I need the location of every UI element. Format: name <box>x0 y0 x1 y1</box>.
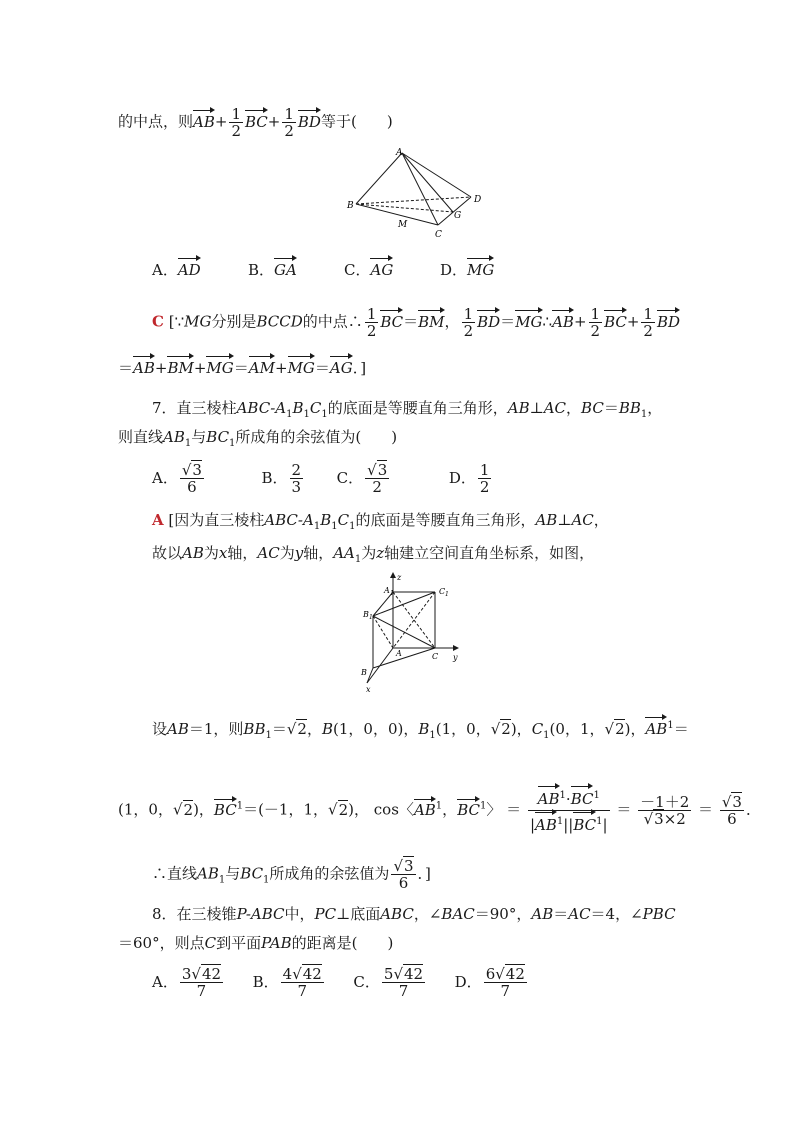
q7-option-d: D． $\frac{1}{2}$ <box>448 461 490 496</box>
fig2-label-c: C <box>432 652 439 661</box>
fig1-label-g: G <box>454 211 462 221</box>
answer-letter: C <box>152 312 164 331</box>
fig1-label-m: M <box>398 220 408 230</box>
q7-option-a: A． $\frac{√3}{6}$ <box>152 461 202 496</box>
q7-answer-line2: 故以AB为x轴，AC为y轴，$AA_1$为z轴建立空间直角坐标系，如图， <box>152 544 595 565</box>
svg-text:1: 1 <box>445 591 449 598</box>
fig1-label-c: C <box>435 230 442 240</box>
q8-options <box>152 966 529 999</box>
fig2-label-a: A <box>396 649 402 658</box>
fig2-label-x: x <box>366 685 371 694</box>
q6-answer-line2: ＝AB+BM+MG＝AM+MG＝AG．] <box>118 356 366 378</box>
fig1-label-a: A <box>396 148 403 158</box>
answer-letter: A <box>152 511 164 529</box>
q7-calc-line1: 设AB＝1，则$BB_1=√2$，B(1，0，0)，$B_1(1$，0，√2)，$C_1(0$，1，√2)，$AB^1=$ <box>152 716 689 746</box>
svg-text:1: 1 <box>390 590 394 597</box>
q7-calc-line2: (1，0，√2)，$BC^1=(-1$，1，√2)， cos〈$AB^1$，$BC^1$〉 ＝ $\frac{AB^1\cdot BC^1}{|AB^1||BC^1|}$ ＝ $\frac{-1+2}{√3\times 2}$ ＝ $\frac{√3}{6}$ ． <box>118 785 761 836</box>
fig2-label-a1: A <box>384 586 390 595</box>
q7-conclusion: ∴直线$AB_1$与$BC_1$所成角的余弦值为 $\frac{√3}{6}$ ．] <box>152 857 431 892</box>
q7-options <box>152 462 493 495</box>
fig2-label-c1: C <box>439 587 446 596</box>
q6-stem-tail: 的中点，则AB+ $\frac{1}{2}$ BC+ $\frac{1}{2}$ BD等于( ) <box>118 105 393 140</box>
q7-answer-line1: A [因为直三棱柱ABC-$A_1B_1C_1$的底面是等腰直角三角形，AB⊥AC， <box>152 511 609 532</box>
q8-stem-line1: 8．在三棱锥P-ABC中，PC⊥底面ABC，∠BAC＝90°，AB＝AC＝4，∠PBC <box>152 905 676 923</box>
fig2-label-b1: B <box>363 610 369 619</box>
q7-option-c: C． $\frac{√3}{2}$ <box>336 461 388 496</box>
fig1-label-b: B <box>347 201 354 211</box>
fig2-label-y: y <box>453 653 458 662</box>
q7-stem-line2: 则直线$AB_1$与$BC_1$所成角的余弦值为( ) <box>118 428 398 449</box>
q7-option-b: B． $\frac{2}{3}$ <box>261 461 302 496</box>
q6-answer-line1: C [∵MG分别是BCCD的中点∴ $\frac{1}{2}$ BC＝BM， $\frac{1}{2}$ BD＝MG∴AB+ $\frac{1}{2}$ BC+ $\frac{1}{2}$ BD <box>152 305 681 340</box>
q8-stem-line2: ＝60°，则点C到平面PAB的距离是( ) <box>118 934 394 952</box>
tetrahedron-figure <box>340 145 485 240</box>
fig2-label-b: B <box>361 668 367 677</box>
fig2-label-z: z <box>397 573 402 582</box>
q6-option-d: D．MG <box>440 258 494 280</box>
q8-option-d: D． $\frac{6√42}{7}$ <box>454 965 525 1000</box>
q8-option-b: B． $\frac{4√42}{7}$ <box>252 965 322 1000</box>
fig1-label-d: D <box>474 195 482 205</box>
vector-ab: AB <box>193 110 215 132</box>
q8-option-c: C． $\frac{5√42}{7}$ <box>353 965 424 1000</box>
q8-option-a: A． $\frac{3√42}{7}$ <box>152 965 222 1000</box>
prism-coordinate-figure <box>355 568 470 696</box>
q6-option-b: B．GA <box>248 258 297 280</box>
q7-stem-line1: 7．直三棱柱ABC-$A_1B_1C_1$的底面是等腰直角三角形，AB⊥AC，$BC=BB_1$， <box>152 399 663 420</box>
cos-fraction: $\frac{AB^1\cdot BC^1}{|AB^1||BC^1|}$ <box>528 785 610 836</box>
svg-text:1: 1 <box>369 614 373 621</box>
q6-option-a: A．AD <box>152 258 201 280</box>
q6-option-c: C．AG <box>344 258 393 280</box>
